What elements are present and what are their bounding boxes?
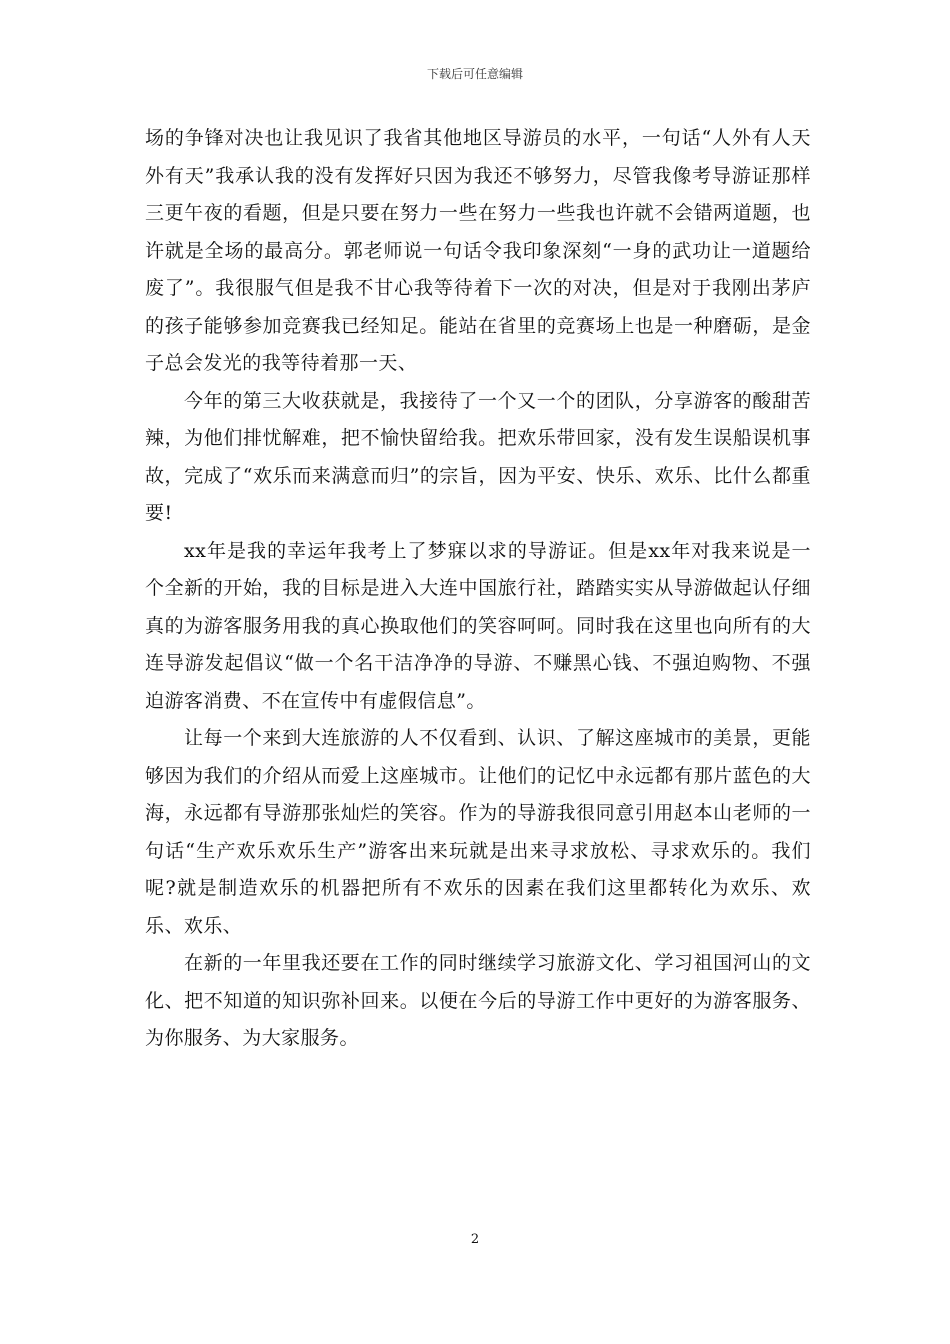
paragraph: 今年的第三大收获就是，我接待了一个又一个的团队，分享游客的酸甜苦辣，为他们排忧解难，把不愉快留给我。把欢乐带回家，没有发生误船误机事故，完成了“欢乐而来满意而归”的宗旨，因为平安、快乐、欢乐、比什么都重要! (145, 389, 811, 524)
page-header: 下载后可任意编辑 (426, 67, 523, 81)
document-body (145, 120, 811, 1058)
paragraph: 让每一个来到大连旅游的人不仅看到、认识、了解这座城市的美景，更能够因为我们的介绍从而爱上这座城市。让他们的记忆中永远都有那片蓝色的大海，永远都有导游那张灿烂的笑容。作为的导游我很同意引用赵本山老师的一句话“生产欢乐欢乐生产”游客出来玩就是出来寻求放松、寻求欢乐的。我们呢?就是制造欢乐的机器把所有不欢乐的因素在我们这里都转化为欢乐、欢乐、欢乐、 (145, 727, 811, 937)
page-number: 2 (470, 1232, 480, 1247)
paragraph-continuation: 场的争锋对决也让我见识了我省其他地区导游员的水平，一句话“人外有人天外有天”我承认我的没有发挥好只因为我还不够努力，尽管我像考导游证那样三更午夜的看题，但是只要在努力一些在努力一些我也许就不会错两道题，也许就是全场的最高分。郭老师说一句话令我印象深刻“一身的武功让一道题给废了”。我很服气但是我不甘心我等待着下一次的对决，但是对于我刚出茅庐的孩子能够参加竞赛我已经知足。能站在省里的竞赛场上也是一种磨砺，是金子总会发光的我等待着那一天、 (145, 127, 811, 374)
paragraph: 在新的一年里我还要在工作的同时继续学习旅游文化、学习祖国河山的文化、把不知道的知识弥补回来。以便在今后的导游工作中更好的为游客服务、为你服务、为大家服务。 (145, 952, 811, 1049)
paragraph: xx年是我的幸运年我考上了梦寐以求的导游证。但是xx年对我来说是一个全新的开始，我的目标是进入大连中国旅行社，踏踏实实从导游做起认仔细真的为游客服务用我的真心换取他们的笑容呵呵。同时我在这里也向所有的大连导游发起倡议“做一个名干洁净净的导游、不赚黑心钱、不强迫购物、不强迫游客消费、不在宣传中有虚假信息”。 (145, 539, 811, 712)
